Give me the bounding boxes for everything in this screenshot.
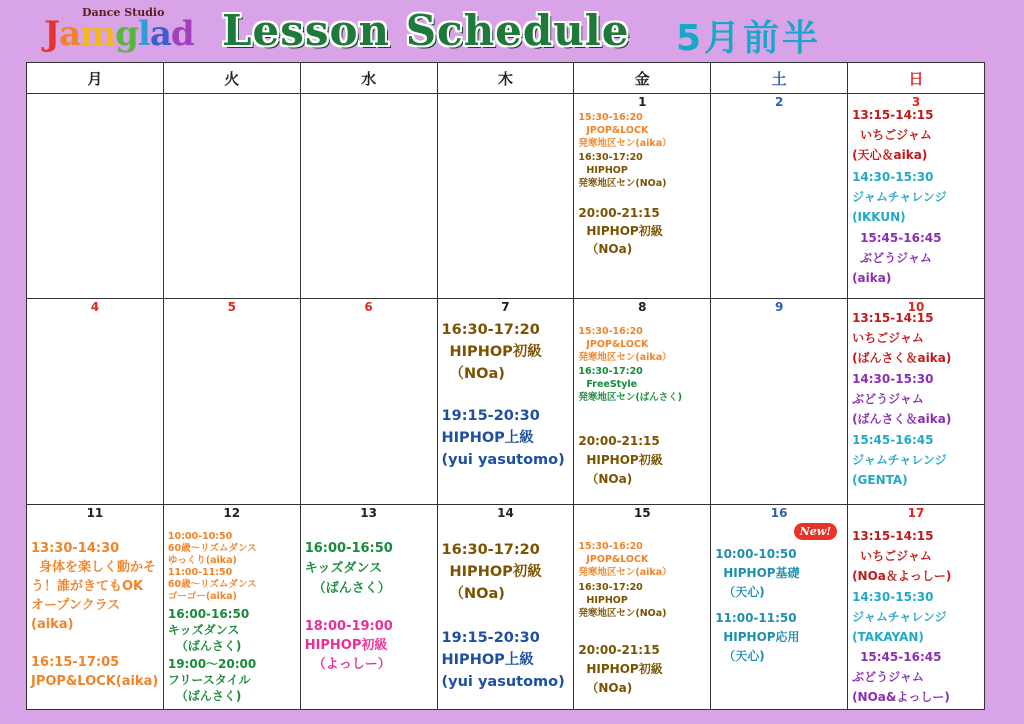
lesson-line: 20:00-21:15 — [578, 642, 660, 657]
lesson-line: ゆっくり(aika) — [167, 554, 237, 566]
schedule-period: 5月前半 — [676, 18, 822, 59]
lesson-line: 発寒地区セン(NOa) — [578, 178, 667, 189]
lesson-line: オープンクラス — [31, 597, 121, 613]
lesson-line: (NOa&よっしー) — [852, 689, 950, 704]
day-cell — [574, 299, 711, 504]
day-number: 13 — [360, 505, 377, 520]
day-number — [301, 94, 437, 95]
lesson-line: 16:30-17:20 — [578, 152, 643, 163]
lesson-line: （天心) — [723, 648, 765, 663]
lesson-line: 13:15-14:15 — [852, 311, 934, 326]
lesson-line: HIPHOP応用 — [723, 629, 800, 644]
day-cell — [848, 299, 985, 504]
day-number: 15 — [633, 505, 651, 520]
day-number — [164, 94, 300, 95]
weekday-wed: 水 — [300, 63, 437, 94]
lesson-line: ジャムチャレンジ — [852, 453, 947, 468]
lesson-line: (yui yasutomo) — [441, 673, 565, 690]
lesson-line: 発寒地区セン(ばんさく) — [578, 392, 683, 404]
weekday-thu: 木 — [437, 63, 574, 94]
studio-logo — [44, 6, 194, 58]
day-number — [438, 94, 574, 95]
weekday-mon: 月 — [27, 63, 164, 94]
day-cell — [437, 299, 574, 504]
day-number: 11 — [86, 505, 104, 520]
lesson-line: いちごジャム — [852, 331, 924, 346]
logo-wordmark — [44, 14, 194, 54]
lesson-line: 16:30-17:20 — [441, 322, 540, 339]
lesson-line: 10:00-10:50 — [167, 530, 233, 542]
day-cell — [574, 94, 711, 299]
lesson-line: 19:15-20:30 — [441, 408, 540, 425]
lesson-line: 16:15-17:05 — [31, 654, 120, 670]
lesson-line: いちごジャム — [860, 548, 932, 563]
lesson-line: （よっしー） — [312, 656, 391, 672]
lesson-line: (ばんさく＆aika) — [852, 351, 952, 366]
day-cell — [437, 94, 574, 299]
lesson-line: 60歳～リズムダンス — [167, 542, 257, 554]
day-number: 1 — [638, 95, 647, 109]
day-cell — [27, 299, 164, 504]
lesson-line: (NOa＆よっしー) — [852, 568, 952, 583]
weekday-fri: 金 — [574, 63, 711, 94]
day-cell — [711, 94, 848, 299]
lesson-line: HIPHOP上級 — [441, 651, 534, 668]
lesson-line: （天心) — [723, 584, 765, 599]
lesson-line: 13:30-14:30 — [31, 540, 120, 556]
day-number: 2 — [774, 95, 784, 109]
lesson-line: 発寒地区セン(aika） — [578, 566, 672, 578]
lesson-line: 20:00-21:15 — [578, 206, 660, 220]
lesson-line: （NOa) — [586, 472, 633, 487]
logo-letter: J — [44, 14, 60, 54]
day-cell — [711, 504, 848, 709]
day-number: 17 — [907, 505, 925, 520]
lesson-line: 14:30-15:30 — [852, 372, 934, 387]
lesson-line: 発寒地区セン(aika） — [578, 352, 672, 364]
day-cell — [163, 504, 300, 709]
day-cell — [711, 299, 848, 504]
lesson-line: 60歳～リズムダンス — [167, 578, 257, 590]
day-number: 8 — [638, 300, 647, 315]
new-badge: New! — [794, 523, 837, 540]
logo-subtitle: Dance Studio — [82, 6, 165, 19]
lesson-line: 13:15-14:15 — [852, 528, 934, 543]
lesson-line: 16:30-17:20 — [578, 581, 643, 593]
logo-letter: a — [149, 14, 171, 54]
lesson-line: 14:30-15:30 — [852, 170, 934, 184]
lesson-line: HIPHOP初級 — [586, 224, 663, 238]
calendar-grid — [26, 62, 985, 710]
lesson-line: 身体を楽しく動かそ — [39, 559, 157, 575]
lesson-line: 11:00-11:50 — [167, 566, 233, 578]
lesson-line: HIPHOP基礎 — [723, 565, 800, 580]
day-cell — [27, 504, 164, 709]
calendar-week-row — [27, 94, 985, 299]
lesson-line: 11:00-11:50 — [715, 610, 797, 625]
day-cell — [300, 94, 437, 299]
logo-letter: a — [59, 14, 81, 54]
lesson-line: 19:15-20:30 — [441, 629, 540, 646]
weekday-sun: 日 — [848, 63, 985, 94]
day-cell — [574, 504, 711, 709]
lesson-line: FreeStyle — [586, 379, 638, 391]
calendar-week-row — [27, 299, 985, 504]
day-number: 5 — [227, 300, 236, 315]
lesson-line: HIPHOP — [586, 165, 628, 176]
lesson-line: ぶどうジャム — [852, 669, 924, 684]
lesson-line: (aika) — [31, 616, 74, 632]
lesson-line: HIPHOP上級 — [441, 430, 534, 447]
lesson-line: ゴーゴー(aika) — [167, 590, 237, 602]
lesson-line: ぶどうジャム — [860, 251, 932, 265]
lesson-line: 10:00-10:50 — [715, 546, 797, 561]
logo-letter: m — [80, 14, 116, 54]
lesson-line: JPOP&LOCK(aika) — [31, 673, 159, 689]
lesson-line: （NOa) — [586, 680, 633, 695]
lesson-line: 16:00-16:50 — [167, 606, 250, 621]
lesson-line: 15:30-16:20 — [578, 540, 643, 552]
day-cell — [437, 504, 574, 709]
lesson-line: フリースタイル — [167, 672, 251, 687]
day-number: 14 — [497, 505, 514, 520]
lesson-line: 19:00～20:00 — [167, 656, 257, 671]
lesson-line: HIPHOP初級 — [304, 637, 388, 653]
lesson-line: 15:45-16:45 — [860, 649, 942, 664]
lesson-line: HIPHOP初級 — [449, 344, 542, 361]
lesson-line: （NOa) — [449, 585, 505, 602]
lesson-line: （NOa) — [586, 242, 633, 256]
day-number: 9 — [774, 300, 784, 315]
lesson-line: いちごジャム — [860, 128, 932, 142]
lesson-line: 14:30-15:30 — [852, 589, 934, 604]
lesson-line: （ばんさく） — [312, 580, 391, 596]
lesson-line: HIPHOP初級 — [586, 453, 663, 468]
lesson-line: (aika) — [852, 271, 892, 285]
day-number: 6 — [364, 300, 373, 315]
lesson-line: (IKKUN) — [852, 210, 906, 224]
lesson-line: HIPHOP — [586, 594, 628, 606]
day-number — [27, 94, 163, 95]
lesson-line: 15:30-16:20 — [578, 112, 643, 123]
lesson-line: キッズダンス — [304, 560, 383, 576]
day-number: 12 — [223, 505, 241, 520]
lesson-line: JPOP&LOCK — [586, 339, 649, 351]
day-cell — [163, 299, 300, 504]
lesson-line: 16:30-17:20 — [441, 541, 540, 558]
lesson-line: 18:00-19:00 — [304, 618, 393, 634]
lesson-line: (yui yasutomo) — [441, 452, 565, 469]
lesson-line: 発寒地区セン(NOa) — [578, 607, 667, 619]
lesson-line: （NOa) — [449, 366, 505, 383]
lesson-line: (TAKAYAN) — [852, 629, 924, 644]
lesson-line: （ばんさく) — [175, 638, 242, 653]
day-cell — [848, 504, 985, 709]
lesson-line: (GENTA) — [852, 473, 908, 488]
day-number: 7 — [501, 300, 510, 315]
header — [0, 0, 1024, 62]
day-cell — [300, 504, 437, 709]
lesson-line: HIPHOP初級 — [449, 563, 542, 580]
day-cell — [27, 94, 164, 299]
calendar-week-row — [27, 504, 985, 709]
lesson-line: JPOP&LOCK — [586, 553, 649, 565]
lesson-line: キッズダンス — [167, 622, 240, 637]
lesson-line: う！誰がきてもOK — [31, 578, 144, 594]
day-number: 4 — [90, 300, 100, 315]
lesson-line: 15:45-16:45 — [852, 433, 934, 448]
weekday-sat: 土 — [711, 63, 848, 94]
weekday-tue: 火 — [163, 63, 300, 94]
lesson-line: 15:45-16:45 — [860, 231, 942, 245]
lesson-line: (ばんさく＆aika) — [852, 412, 952, 427]
logo-letter: l — [137, 14, 150, 54]
lesson-line: 発寒地区セン(aika） — [578, 138, 672, 149]
lesson-line: ぶどうジャム — [852, 392, 924, 407]
day-number: 16 — [770, 505, 788, 520]
logo-letter: d — [170, 14, 194, 54]
lesson-line: ジャムチャレンジ — [852, 190, 947, 204]
logo-letter: g — [115, 14, 138, 54]
day-cell — [300, 299, 437, 504]
lesson-line: （ばんさく) — [175, 688, 242, 703]
day-cell — [848, 94, 985, 299]
lesson-line: 16:30-17:20 — [578, 366, 643, 378]
lesson-line: 16:00-16:50 — [304, 540, 393, 556]
day-number: 3 — [911, 95, 921, 109]
lesson-line: 13:15-14:15 — [852, 108, 934, 122]
lesson-line: 15:30-16:20 — [578, 326, 643, 338]
lesson-line: JPOP&LOCK — [586, 125, 649, 136]
lesson-line: ジャムチャレンジ — [852, 609, 947, 624]
weekday-header-row — [27, 63, 985, 94]
lesson-line: HIPHOP初級 — [586, 661, 663, 676]
page-title: Lesson Schedule — [222, 6, 630, 55]
day-cell — [163, 94, 300, 299]
day-number: 10 — [907, 300, 925, 315]
lesson-line: 20:00-21:15 — [578, 434, 660, 449]
lesson-line: (天心＆aika) — [852, 148, 928, 162]
